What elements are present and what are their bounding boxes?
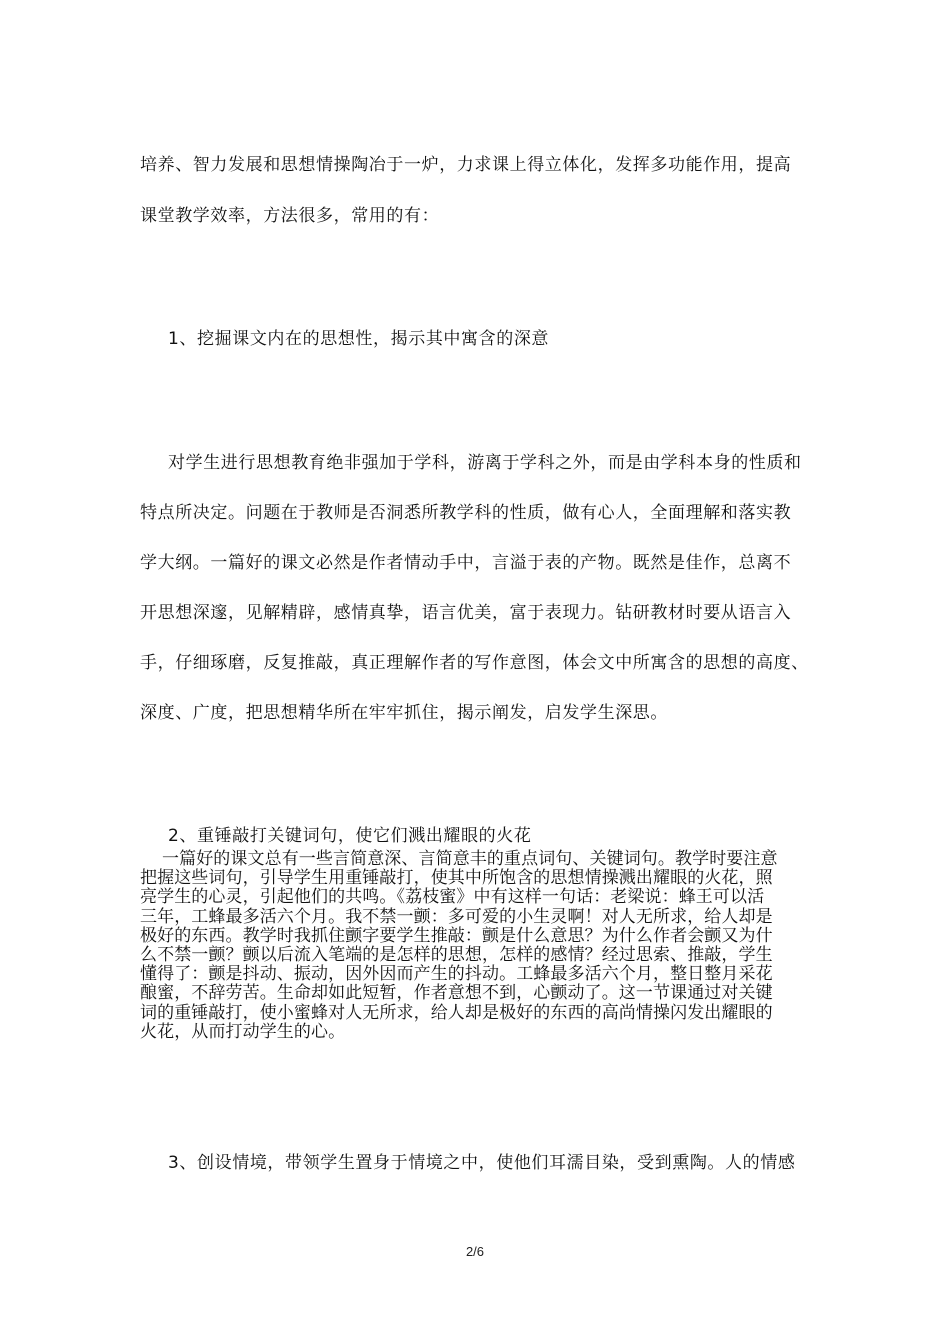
intro-line-1: 培养、智力发展和思想情操陶冶于一炉，力求课上得立体化，发挥多功能作用，提高 xyxy=(140,155,792,175)
section-1-line-2: 特点所决定。问题在于教师是否洞悉所教学科的性质，做有心人，全面理解和落实教 xyxy=(140,503,792,523)
section-1-line-3: 学大纲。一篇好的课文必然是作者情动手中，言溢于表的产物。既然是佳作，总离不 xyxy=(140,553,792,573)
section-1-heading: 1、挖掘课文内在的思想性，揭示其中寓含的深意 xyxy=(168,329,550,349)
section-1-line-6: 深度、广度，把思想精华所在牢牢抓住，揭示阐发，启发学生深思。 xyxy=(140,703,668,723)
section-2-line-9: 词的重锤敲打，使小蜜蜂对人无所求，给人却是极好的东西的高尚情操闪发出耀眼的 xyxy=(140,1002,773,1023)
section-1-line-4: 开思想深邃，见解精辟，感情真挚，语言优美，富于表现力。钻研教材时要从语言入 xyxy=(140,603,792,623)
section-2-line-7: 懂得了：颤是抖动、振动，因外因而产生的抖动。工蜂最多活六个月，整日整月采花 xyxy=(140,964,773,985)
section-2-line-6: 么不禁一颤？颤以后流入笔端的是怎样的思想，怎样的感情？经过思索、推敲，学生 xyxy=(140,945,773,966)
section-2-heading: 2、重锤敲打关键词句，使它们溅出耀眼的火花 xyxy=(168,826,532,846)
page-number: 2/6 xyxy=(465,1244,485,1259)
section-2-line-10: 火花，从而打动学生的心。 xyxy=(140,1021,346,1042)
section-2-line-3: 亮学生的心灵，引起他们的共鸣。《荔枝蜜》中有这样一句话：老梁说：蜂王可以活 xyxy=(140,887,765,908)
section-2-line-5: 极好的东西。教学时我抓住颤字要学生推敲：颤是什么意思？为什么作者会颤又为什 xyxy=(140,925,773,946)
section-2-line-4: 三年，工蜂最多活六个月。我不禁一颤：多可爱的小生灵啊！对人无所求，给人却是 xyxy=(140,906,773,927)
section-2-paragraph xyxy=(140,850,820,1042)
section-3-heading: 3、创设情境，带领学生置身于情境之中，使他们耳濡目染，受到熏陶。人的情感 xyxy=(168,1153,796,1173)
section-2-line-2: 把握这些词句，引导学生用重锤敲打，使其中所饱含的思想情操溅出耀眼的火花，照 xyxy=(140,868,773,889)
section-2-line-8: 酿蜜，不辞劳苦。生命却如此短暂，作者意想不到，心颤动了。这一节课通过对关键 xyxy=(140,983,773,1004)
section-1-line-5: 手，仔细琢磨，反复推敲，真正理解作者的写作意图，体会文中所寓含的思想的高度、 xyxy=(140,653,809,673)
intro-line-2: 课堂教学效率，方法很多，常用的有： xyxy=(140,206,440,226)
section-2-line-1: 一篇好的课文总有一些言简意深、言简意丰的重点词句、关键词句。教学时要注意 xyxy=(162,849,778,869)
section-1-line-1: 对学生进行思想教育绝非强加于学科，游离于学科之外，而是由学科本身的性质和 xyxy=(168,453,802,473)
